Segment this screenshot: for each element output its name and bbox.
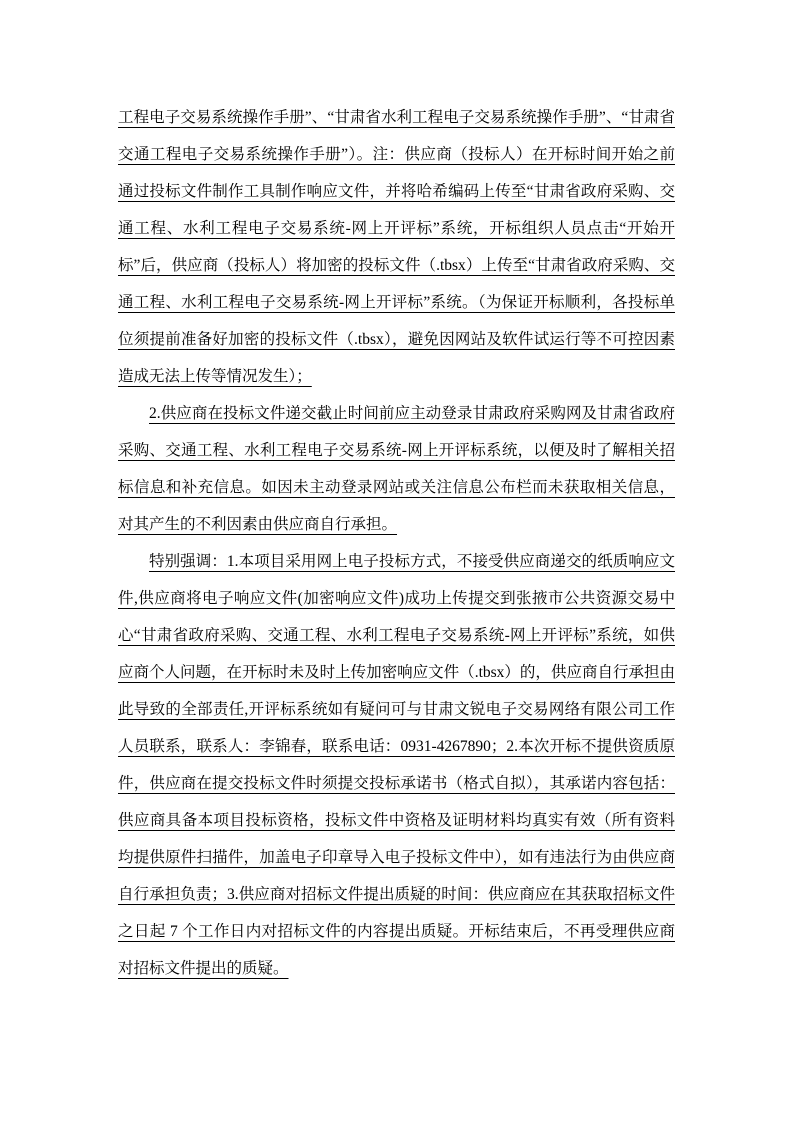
paragraph-upload-instructions: 工程电子交易系统操作手册”、“甘肃省水利工程电子交易系统操作手册”、“甘肃省交通工程电子交易系统操作手册”）。注：供应商（投标人）在开标时间开始之前通过投标文件制作工具制作响应文件，并将哈希编码上传至“甘肃省政府采购、交通工程、水利工程电子交易系统-网上开评标”系统，开标组织人员点击“开始开标”后，供应商（投标人）将加密的投标文件（.tbsx）上传至“甘肃省政府采购、交通工程、水利工程电子交易系统-网上开评标”系统。（为保证开标顺利，各投标单位须提前准备好加密的投标文件（.tbsx），避免因网站及软件试运行等不可控因素造成无法上传等情况发生）； <box>118 109 675 385</box>
paragraph-login-reminder: 2.供应商在投标文件递交截止时间前应主动登录甘肃政府采购网及甘肃省政府采购、交通工程、水利工程电子交易系统-网上开评标系统，以便及时了解相关招标信息和补充信息。如因未主动登录网站或关注信息公布栏而未获取相关信息，对其产生的不利因素由供应商自行承担。 <box>118 405 675 533</box>
paragraph-special-emphasis: 特别强调：1.本项目采用网上电子投标方式，不接受供应商递交的纸质响应文件,供应商将电子响应文件(加密响应文件)成功上传提交到张掖市公共资源交易中心“甘肃省政府采购、交通工程、水利工程电子交易系统-网上开评标”系统，如供应商个人问题，在开标时未及时上传加密响应文件（.tbsx）的，供应商自行承担由此导致的全部责任,开评标系统如有疑问可与甘肃文锐电子交易网络有限公司工作人员联系，联系人：李锦春，联系电话：0931-4267890；2.本次开标不提供资质原件，供应商在提交投标文件时须提交投标承诺书（格式自拟），其承诺内容包括：供应商具备本项目投标资格，投标文件中资格及证明材料均真实有效（所有资料均提供原件扫描件，加盖电子印章导入电子投标文件中），如有违法行为由供应商自行承担负责；3.供应商对招标文件提出质疑的时间：供应商应在其获取招标文件之日起 7 个工作日内对招标文件的内容提出质疑。开标结束后，不再受理供应商对招标文件提出的质疑。 <box>118 553 675 977</box>
document-body <box>118 99 675 987</box>
